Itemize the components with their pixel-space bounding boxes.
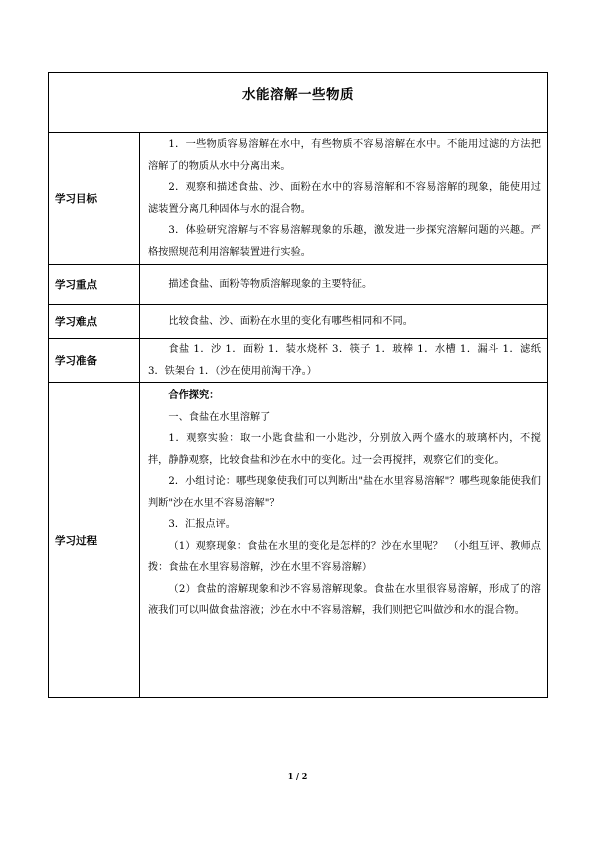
goal-3: 3．体验研究溶解与不容易溶解现象的乐趣，激发进一步探究溶解问题的兴趣。严格按照规范利用溶解装置进行实验。 (148, 225, 541, 258)
difficulty-text: 比较食盐、沙、面粉在水里的变化有哪些相同和不同。 (168, 315, 413, 327)
lesson-plan-table (48, 72, 548, 698)
process-label: 学习过程 (49, 383, 140, 698)
difficulty-content (140, 305, 548, 339)
process-content (140, 383, 548, 698)
process-row (49, 383, 548, 698)
process-step-2: 2．小组讨论：哪些现象使我们可以判断出"盐在水里容易溶解"？哪些现象能使我们判断"沙在水里不容易溶解"？ (148, 476, 541, 509)
process-sub-1: （1）观察现象：食盐在水里的变化是怎样的？沙在水里呢？ （小组互评、教师点拨：食盐在水里容易溶解，沙在水里不容易溶解） (148, 540, 541, 573)
goal-1: 1．一些物质容易溶解在水中，有些物质不容易溶解在水中。不能用过滤的方法把溶解了的物质从水中分离出来。 (148, 139, 541, 172)
goals-row (49, 133, 548, 265)
goals-content (140, 133, 548, 265)
title-row (49, 73, 548, 133)
process-heading: 合作探究： (168, 390, 220, 401)
key-points-text: 描述食盐、面粉等物质溶解现象的主要特征。 (168, 278, 373, 290)
key-points-row (49, 265, 548, 305)
preparation-text: 食盐 1．沙 1．面粉 1．装水烧杯 3．筷子 1．玻棒 1．水槽 1．漏斗 1．滤纸 3．铁架台 1．（沙在使用前淘干净。） (148, 344, 541, 377)
process-step-3: 3．汇报点评。 (168, 519, 236, 530)
key-points-content (140, 265, 548, 305)
preparation-row (49, 339, 548, 383)
page-number: 1 / 2 (287, 771, 308, 781)
difficulty-row (49, 305, 548, 339)
difficulty-label: 学习难点 (49, 305, 140, 339)
process-step-1: 1．观察实验：取一小匙食盐和一小匙沙，分别放入两个盛水的玻璃杯内，不搅拌，静静观察，比较食盐和沙在水中的变化。过一会再搅拌，观察它们的变化。 (148, 433, 541, 466)
preparation-content (140, 339, 548, 383)
goals-label: 学习目标 (49, 133, 140, 265)
process-section-1: 一、食盐在水里溶解了 (168, 411, 271, 423)
key-points-label: 学习重点 (49, 265, 140, 305)
preparation-label: 学习准备 (49, 339, 140, 383)
title-cell (49, 73, 548, 133)
document-title: 水能溶解一些物质 (242, 87, 354, 103)
goal-2: 2．观察和描述食盐、沙、面粉在水中的容易溶解和不容易溶解的现象，能使用过滤装置分离几种固体与水的混合物。 (148, 182, 541, 215)
process-sub-2: （2）食盐的溶解现象和沙不容易溶解现象。食盐在水里很容易溶解，形成了的溶液我们可以叫做食盐溶液；沙在水中不容易溶解，我们则把它叫做沙和水的混合物。 (148, 583, 541, 616)
